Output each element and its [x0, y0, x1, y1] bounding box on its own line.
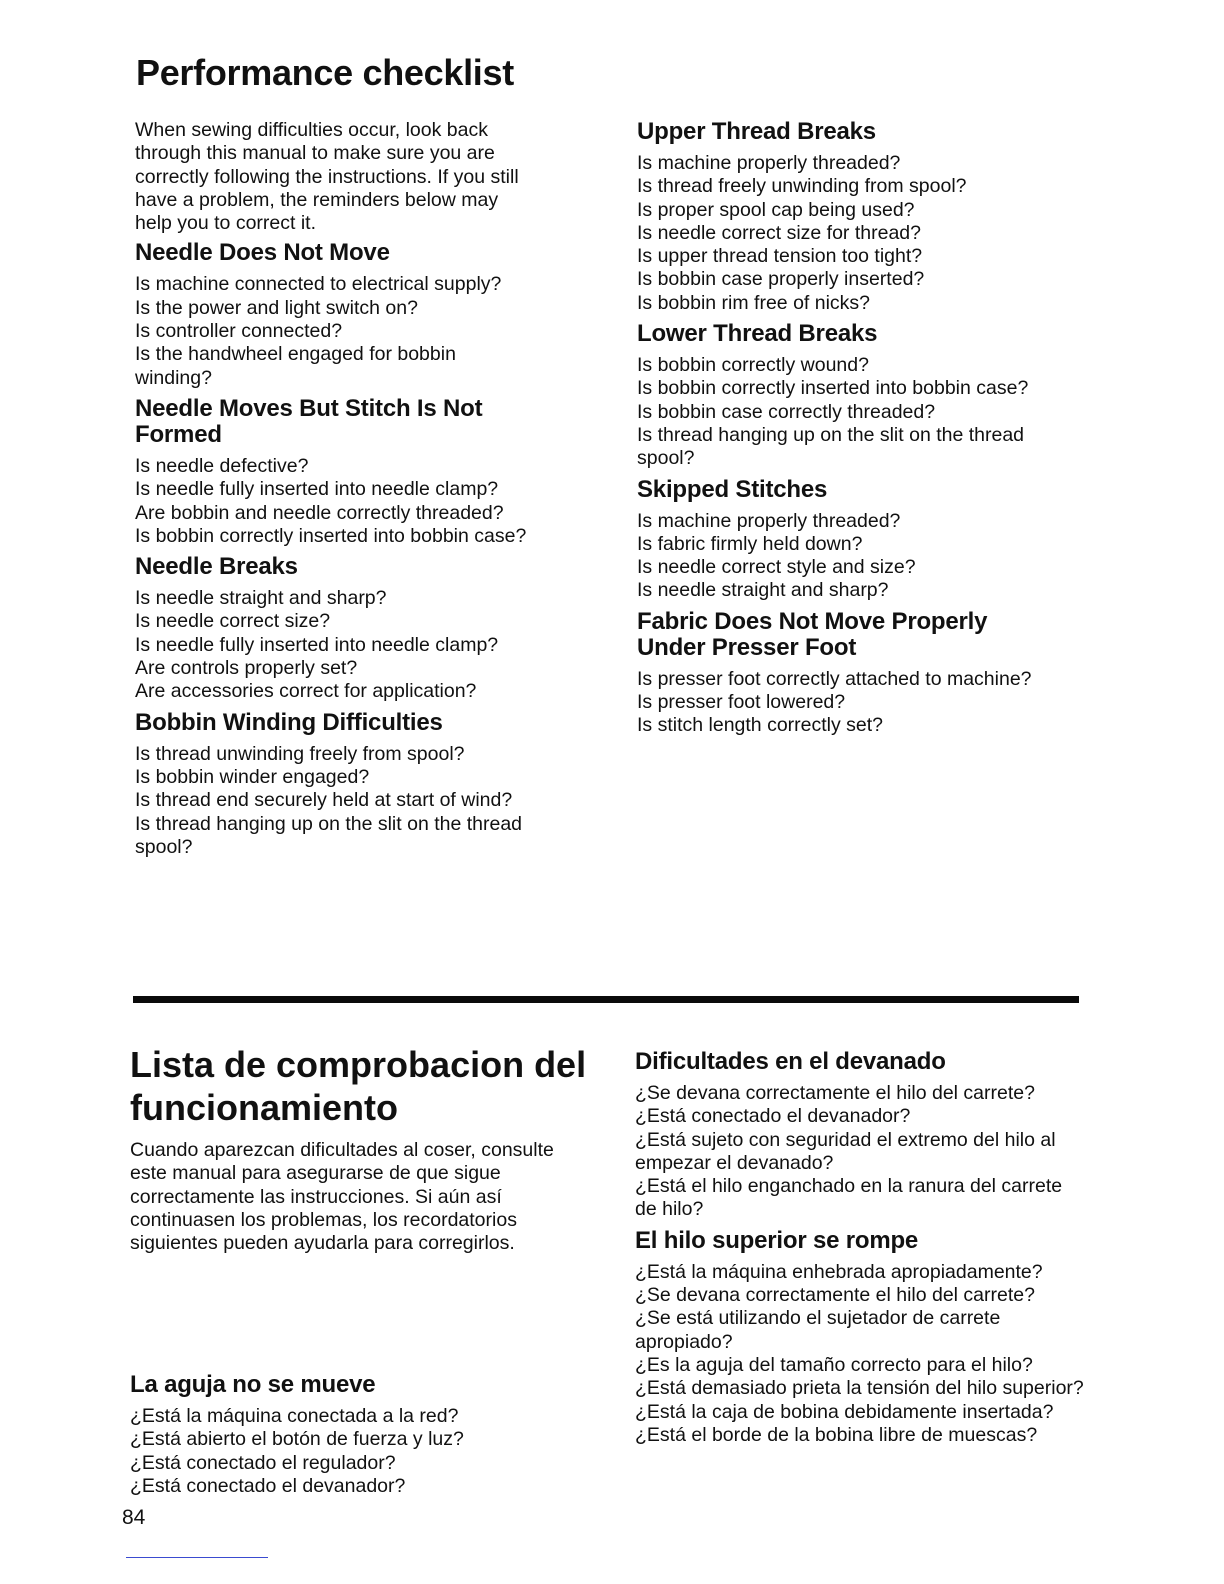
checklist-item: ¿Está abierto el botón de fuerza y luz?	[130, 1428, 464, 1451]
section-heading: Needle Does Not Move	[135, 239, 390, 267]
checklist-item: ¿Está la máquina conectada a la red?	[130, 1405, 459, 1427]
checklist-item: Is needle correct size?	[135, 610, 331, 633]
section-skipped-stitches	[637, 477, 1037, 603]
checklist-item: Is needle fully inserted into needle clamp?	[135, 478, 499, 501]
section-needle-moves-stitch-not-formed	[135, 396, 535, 548]
checklist-item: ¿Está conectado el devanador?	[130, 1474, 406, 1497]
checklist-item: Is presser foot lowered?	[637, 691, 846, 714]
footer-rule	[126, 1557, 268, 1558]
checklist-item: Is needle straight and sharp?	[135, 587, 387, 610]
section-heading: Bobbin Winding Difficulties	[135, 708, 443, 736]
checklist-item: Is bobbin correctly inserted into bobbin case?	[637, 377, 1029, 400]
checklist-item: ¿Está la caja de bobina debidamente insertada?	[635, 1400, 1054, 1423]
section-heading: Upper Thread Breaks	[637, 118, 876, 145]
section-divider	[133, 996, 1079, 1003]
checklist-item: Is bobbin rim free of nicks?	[637, 291, 871, 314]
english-left-column	[135, 119, 535, 865]
checklist-item: ¿Es la aguja del tamaño correcto para el hilo?	[635, 1353, 1033, 1376]
checklist-item: Is thread unwinding freely from spool?	[135, 742, 465, 765]
english-intro: When sewing difficulties occur, look back through this manual to make sure you are correctly following the instructions. If you still have a problem, the reminders below may help you to correct it.	[135, 119, 519, 235]
checklist-item: ¿Se está utilizando el sujetador de carrete apropiado?	[635, 1307, 1001, 1353]
checklist-item: ¿Se devana correctamente el hilo del carrete?	[635, 1082, 1035, 1104]
checklist-item: Is bobbin correctly wound?	[637, 354, 869, 377]
section-heading: El hilo superior se rompe	[635, 1226, 919, 1254]
section-needle-does-not-move	[135, 240, 535, 389]
checklist-item: ¿Está conectado el devanador?	[635, 1105, 911, 1128]
checklist-item: Is thread freely unwinding from spool?	[637, 175, 967, 198]
checklist-item: Is needle correct size for thread?	[637, 221, 921, 244]
checklist-item: Are controls properly set?	[135, 657, 358, 680]
checklist-item: Is needle straight and sharp?	[637, 579, 889, 602]
english-right-column	[637, 119, 1037, 744]
spanish-intro: Cuando aparezcan dificultades al coser, consulte este manual para asegurarse de que sigue correctamente las instrucciones. Si aún así continuasen los problemas, los recordatorios siguientes pueden ayudarla para corregirlos.	[130, 1139, 554, 1255]
checklist-item: Is stitch length correctly set?	[637, 714, 884, 737]
section-la-aguja-no-se-mueve	[130, 1372, 570, 1498]
checklist-item: Is bobbin case properly inserted?	[637, 268, 925, 291]
section-upper-thread-breaks	[637, 119, 1037, 315]
checklist-item: Is presser foot correctly attached to machine?	[637, 667, 1032, 690]
checklist-item: Is bobbin correctly inserted into bobbin case?	[135, 524, 527, 547]
section-heading: Skipped Stitches	[637, 475, 828, 503]
page-number: 84	[122, 1506, 146, 1529]
section-heading: Dificultades en el devanado	[635, 1048, 946, 1075]
checklist-item: Is fabric firmly held down?	[637, 532, 863, 555]
checklist-item: Is thread end securely held at start of wind?	[135, 789, 513, 812]
page-title: Performance checklist	[136, 52, 514, 93]
checklist-item: ¿Está el hilo enganchado en la ranura del carrete de hilo?	[635, 1175, 1063, 1221]
checklist-item: Is bobbin winder engaged?	[135, 765, 370, 788]
section-el-hilo-superior-se-rompe	[635, 1228, 1085, 1447]
checklist-item: Is needle fully inserted into needle clamp?	[135, 633, 499, 656]
section-needle-breaks	[135, 554, 535, 703]
checklist-item: Is needle defective?	[135, 454, 309, 477]
checklist-item: ¿Se devana correctamente el hilo del carrete?	[635, 1284, 1035, 1307]
checklist-item: ¿Está sujeto con seguridad el extremo del hilo al empezar el devanado?	[635, 1128, 1056, 1174]
checklist-item: Are bobbin and needle correctly threaded?	[135, 501, 504, 524]
checklist-item: Are accessories correct for application?	[135, 680, 477, 703]
checklist-item: Is machine properly threaded?	[637, 509, 901, 532]
section-heading: Lower Thread Breaks	[637, 320, 878, 348]
checklist-item: Is upper thread tension too tight?	[637, 245, 923, 268]
checklist-item: Is machine properly threaded?	[637, 152, 901, 174]
section-heading: Needle Moves But Stitch Is Not Formed	[135, 394, 483, 448]
section-bobbin-winding-difficulties	[135, 710, 535, 859]
checklist-item: ¿Está demasiado prieta la tensión del hilo superior?	[635, 1377, 1084, 1400]
checklist-item: ¿Está el borde de la bobina libre de muescas?	[635, 1423, 1038, 1446]
checklist-item: Is thread hanging up on the slit on the thread spool?	[135, 812, 523, 858]
spanish-right-column	[635, 1049, 1085, 1453]
checklist-item: ¿Está la máquina enhebrada apropiadamente?	[635, 1260, 1043, 1283]
section-lower-thread-breaks	[637, 321, 1037, 470]
checklist-item: Is bobbin case correctly threaded?	[637, 400, 936, 423]
checklist-item: Is machine connected to electrical supply?	[135, 273, 502, 296]
checklist-item: Is thread hanging up on the slit on the thread spool?	[637, 423, 1025, 470]
section-dificultades-en-el-devanado	[635, 1049, 1085, 1222]
checklist-item: Is controller connected?	[135, 320, 343, 343]
section-fabric-does-not-move	[637, 609, 1037, 738]
checklist-item: Is needle correct style and size?	[637, 556, 916, 579]
section-heading: Needle Breaks	[135, 553, 298, 581]
section-heading: La aguja no se mueve	[130, 1371, 376, 1398]
spanish-page-title: Lista de comprobacion del funcionamiento	[130, 1044, 587, 1128]
checklist-item: Is the power and light switch on?	[135, 296, 418, 319]
checklist-item: Is the handwheel engaged for bobbin winding?	[135, 343, 456, 389]
checklist-item: Is proper spool cap being used?	[637, 198, 915, 221]
section-heading: Fabric Does Not Move Properly Under Presser Foot	[637, 607, 988, 661]
checklist-item: ¿Está conectado el regulador?	[130, 1451, 396, 1474]
